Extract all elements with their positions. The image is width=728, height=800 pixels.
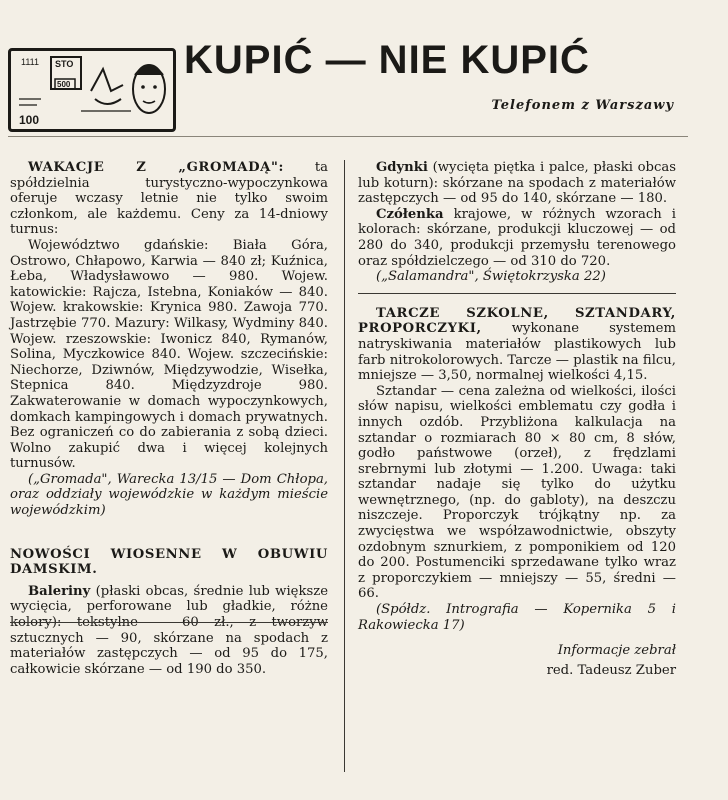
tarcze-heading: TARCZE SZKOLNE, SZTANDARY, PROPORCZYKI,: [358, 305, 676, 337]
column-divider: [344, 160, 345, 772]
baleriny-text: (płaski obcas, średnie lub większe wycięcia, perforowane lub gładkie, różne kolory): tekstylne — 60 zł., z tworzyw sztucznych — 90, skórzane na spodach z materiałów zastępczych — od 95 do 175, całkowicie skórzane — od 190 do 350.: [10, 583, 328, 677]
article-wakacje-intro-text: ta spółdzielnia turystyczno-wypoczynkowa oferuje wczasy letnie nie tylko swoim członkom, ale każdemu. Ceny za 14-dniowy turnus:: [10, 160, 328, 238]
czolenka-paragraph: [358, 207, 676, 269]
czolenka-lead: Czółenka: [376, 206, 444, 222]
left-column: [10, 160, 328, 677]
article-obuwie-heading-text: NOWOŚCI WIOSENNE W OBUWIU DAMSKIM.: [10, 546, 328, 578]
article-obuwie-baleriny: [10, 584, 328, 678]
sztandar-paragraph: Sztandar — cena zależna od wielkości, ilości słów napisu, wielkości emblematu czy godła i innych ozdób. Przybliżona kalkulacja na sztandar o rozmiarach 80 × 80 cm, 8 słów, godło państwowe (orzeł), z frędzlami srebrnymi lub złotymi — 1.200. Uwaga: taki sztandar nadaje się tylko do użytku wewnętrznego, (np. do gabloty), na deszczu niszczeje. Proporczyk trójkątny np. za zwycięstwa we współzawodnictwie, obszyty ozdobnym sznurkiem, z pomponikiem od 120 do 200. Postumenciki sprzedawane tylko wraz z proporczykiem — mniejszy — 55, średni — 66.: [358, 383, 676, 602]
gdynki-text: (wycięta piętka i palce, płaski obcas lub koturn): skórzane na spodach z materiałów zastępczych — od 95 do 140, skórzane — 180.: [358, 160, 676, 207]
logo-marks: 1111: [21, 57, 40, 67]
section-divider: [358, 293, 676, 306]
column-title: KUPIĆ — NIE KUPIĆ: [184, 38, 590, 82]
article-divider: [10, 622, 328, 623]
article-wakacje-body: Województwo gdańskie: Biała Góra, Ostrowo, Chłapowo, Karwia — 840 zł; Kuźnica, Łeba, Władysławowo — 980. Wojew. katowickie: Rajcza, Istebna, Koniaków — 840. Wojew. krakowskie: Krynica 980. Zawoja 770. Jastrzębie 770. Mazury: Wilkasy, Wydminy 840. Wojew. rzeszowskie: Iwonicz 840, Rymanów, Solina, Myczkowice 840. Wojew. szczecińskie: Niechorze, Dziwnów, Międzywodzie, Wisełka, Stepnica 840. Międzyzdroje 980. Zakwaterowanie w domach wypoczynkowych, domkach kampingowych i domach prywatnych. Bez ograniczeń co do zabierania z sobą dzieci. Wolno zakupić dwa i więcej kolejnych turnusów.: [10, 237, 328, 472]
tarcze-intro: [358, 306, 676, 384]
article-wakacje-source: („Gromada", Warecka 13/15 — Dom Chłopa, oraz oddziały wojewódzkie w każdym mieście wojewódzkim): [10, 471, 328, 519]
column-logo: [8, 48, 176, 132]
byline: Telefonem z Warszawy: [491, 98, 674, 113]
intrografia-source: (Spółdz. Intrografia — Kopernika 5 i Rakowiecka 17): [358, 602, 676, 633]
baleriny-lead: Baleriny: [28, 583, 91, 599]
logo-price: 100: [19, 113, 40, 127]
logo-tag-mid: 500: [57, 80, 71, 89]
article-obuwie-heading: [10, 547, 328, 578]
gdynki-lead: Gdynki: [376, 160, 428, 175]
czolenka-text: krajowe, w różnych wzorach i kolorach: skórzane, produkcji kluczowej — od 280 do 340, produkcji przemysłu terenowego oraz spółdzielczego — od 310 do 720.: [358, 206, 676, 269]
tarcze-intro-text: wykonane systemem natryskiwania materiałów plastikowych lub farb nitrokolorowych. Tarcze — plastik na filcu, mniejsze — 3,50, normalnej wielkości 4,15.: [358, 321, 676, 384]
article-wakacje-heading: WAKACJE Z „GROMADĄ":: [28, 160, 284, 175]
credit-label: Informacje zebrał: [557, 643, 676, 659]
header-divider: [8, 136, 688, 137]
logo-tag-top: STO: [55, 59, 74, 69]
gdynki-paragraph: [358, 160, 676, 207]
credit-name: red. Tadeusz Zuber: [546, 662, 676, 678]
salamandra-source: („Salamandra", Świętokrzyska 22): [376, 269, 606, 285]
right-column: [358, 160, 676, 678]
article-wakacje-intro: [10, 160, 328, 238]
